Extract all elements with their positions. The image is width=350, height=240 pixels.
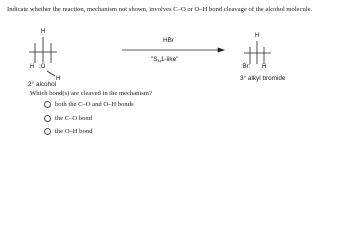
condition-label bbox=[151, 56, 178, 64]
option-c-o-bond[interactable] bbox=[44, 115, 92, 122]
product-label: 3° alkyl bromide bbox=[240, 75, 286, 82]
product-bromine-lone-pair: .. bbox=[244, 59, 247, 65]
product-structure bbox=[244, 41, 271, 64]
product-atom-h-top: H bbox=[255, 33, 260, 39]
condition-label-main: "S bbox=[151, 56, 158, 63]
reactant-atom-h-hydroxyl: H bbox=[56, 76, 61, 82]
question-prompt: Indicate whether the reaction, mechanism not shown, involves C–O or O–H bond cleavage of the alcohol molecule. bbox=[7, 6, 313, 13]
reactant-atom-h-left: H bbox=[30, 64, 35, 70]
reactant-oxygen-lone-pair: .. bbox=[42, 59, 45, 65]
radio-button[interactable] bbox=[44, 115, 51, 122]
radio-button[interactable] bbox=[44, 101, 51, 108]
reagent-label: HBr bbox=[163, 37, 175, 44]
sub-question: Which bond(s) are cleaved in the mechanism? bbox=[30, 90, 152, 97]
reactant-atom-oxygen: :O bbox=[39, 64, 46, 70]
reactant-structure bbox=[29, 37, 57, 76]
option-label: the O–H bond bbox=[55, 128, 93, 135]
condition-label-sub: N bbox=[157, 58, 161, 64]
option-label: the C–O bond bbox=[55, 115, 92, 122]
radio-button[interactable] bbox=[44, 128, 51, 135]
reactant-label: 2° alcohol bbox=[28, 81, 57, 88]
option-both-bonds[interactable] bbox=[44, 101, 134, 108]
condition-label-tail: 1-like" bbox=[160, 56, 179, 63]
option-o-h-bond[interactable] bbox=[44, 128, 92, 135]
product-atom-bromine: :Br: bbox=[241, 64, 251, 70]
option-label: both the C–O and O–H bonds bbox=[55, 101, 134, 108]
reactant-atom-h-top: H bbox=[41, 29, 46, 35]
reaction-arrow bbox=[122, 48, 224, 52]
product-atom-h-right: H bbox=[262, 64, 267, 70]
